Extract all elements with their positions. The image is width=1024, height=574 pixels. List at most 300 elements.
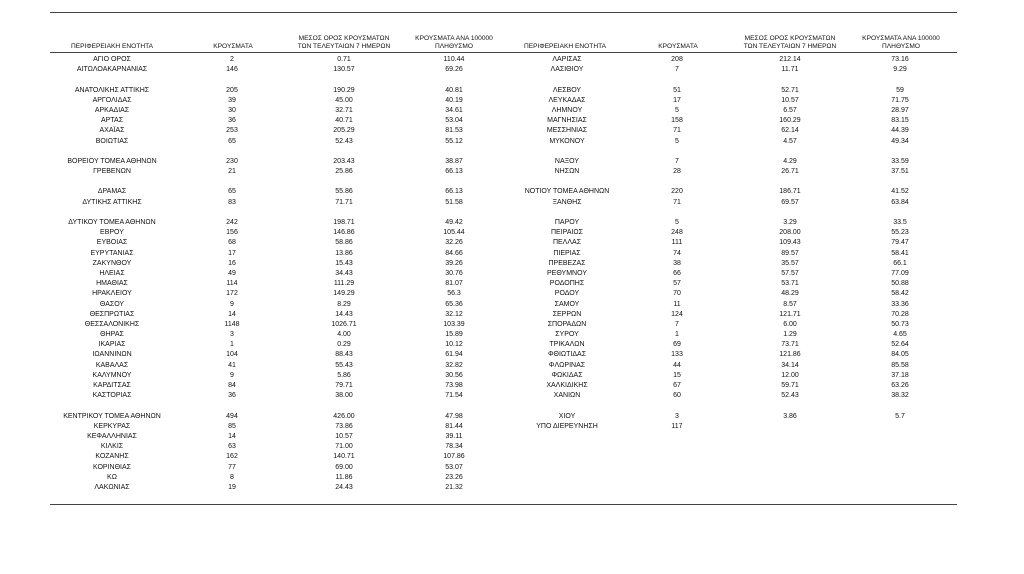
avg7-cell: 203.43 <box>333 157 355 165</box>
avg7-cell: 55.86 <box>335 188 353 196</box>
per100k-cell: 33.59 <box>891 157 909 165</box>
cases-cell: 162 <box>226 453 238 461</box>
region-cell: ΙΩΑΝΝΙΝΩΝ <box>92 351 132 359</box>
region-cell: ΘΑΣΟΥ <box>99 300 125 308</box>
cases-cell: 36 <box>228 117 236 125</box>
avg7-cell: 11.86 <box>335 473 353 481</box>
avg7-cell: 149.29 <box>333 290 355 298</box>
region-cell: ΦΩΚΙΔΑΣ <box>551 371 583 379</box>
per100k-cell: 58.41 <box>891 249 909 257</box>
avg7-cell: 73.71 <box>781 341 799 349</box>
avg7-cell: 45.00 <box>335 96 353 104</box>
avg7-cell: 212.14 <box>779 56 801 63</box>
region-cell: ΘΕΣΣΑΛΟΝΙΚΗΣ <box>84 320 140 328</box>
avg7-cell: 10.57 <box>781 96 799 104</box>
cases-cell: 5 <box>675 137 679 145</box>
region-cell: ΑΓΙΟ ΟΡΟΣ <box>93 56 131 63</box>
region-cell: ΛΕΥΚΑΔΑΣ <box>548 96 586 104</box>
table-row <box>0 371 1024 381</box>
region-cell: ΔΡΑΜΑΣ <box>97 188 127 196</box>
table-row <box>0 340 1024 350</box>
region-cell: ΙΚΑΡΙΑΣ <box>98 341 126 349</box>
region-cell: ΗΜΑΘΙΑΣ <box>96 280 128 288</box>
avg7-cell: 0.29 <box>337 341 351 349</box>
header-avg7-line2: ΤΩΝ ΤΕΛΕΥΤΑΙΩΝ 7 ΗΜΕΡΩΝ <box>743 43 837 50</box>
table-row <box>0 126 1024 136</box>
per100k-cell: 34.61 <box>445 106 463 114</box>
cases-cell: 220 <box>671 188 683 196</box>
avg7-cell: 40.71 <box>335 117 353 125</box>
table-row <box>0 55 1024 65</box>
cases-cell: 65 <box>228 137 236 145</box>
region-cell: ΑΡΤΑΣ <box>100 117 124 125</box>
cases-cell: 1148 <box>224 320 240 328</box>
avg7-cell: 208.00 <box>779 229 801 237</box>
cases-cell: 39 <box>228 96 236 104</box>
cases-cell: 19 <box>228 483 236 491</box>
cases-cell: 1 <box>230 341 234 349</box>
cases-cell: 8 <box>230 473 234 481</box>
region-cell: ΔΥΤΙΚΗΣ ΑΤΤΙΚΗΣ <box>82 198 142 206</box>
avg7-cell: 71.00 <box>335 443 353 451</box>
cases-cell: 9 <box>230 300 234 308</box>
table-row <box>0 452 512 462</box>
avg7-cell: 58.86 <box>335 239 353 247</box>
table-row <box>0 473 512 483</box>
avg7-cell: 12.00 <box>781 371 799 379</box>
per100k-cell: 55.12 <box>445 137 463 145</box>
table-row <box>0 198 1024 208</box>
cases-cell: 205 <box>226 86 238 94</box>
right-table <box>0 55 1024 432</box>
per100k-cell: 56.3 <box>447 290 461 298</box>
avg7-cell: 1.29 <box>783 331 797 339</box>
avg7-cell: 88.43 <box>335 351 353 359</box>
per100k-cell: 71.75 <box>891 96 909 104</box>
avg7-cell: 32.71 <box>335 106 353 114</box>
region-cell: ΦΛΩΡΙΝΑΣ <box>548 361 586 369</box>
table-row <box>0 238 1024 248</box>
avg7-cell: 198.71 <box>333 219 355 226</box>
avg7-cell: 69.57 <box>781 198 799 206</box>
region-cell: ΡΕΘΥΜΝΟΥ <box>546 269 587 277</box>
header-cases-left <box>200 43 266 52</box>
cases-cell: 14 <box>228 432 236 440</box>
per100k-cell: 41.52 <box>891 188 909 196</box>
cases-cell: 114 <box>226 280 238 288</box>
per100k-cell: 105.44 <box>443 229 465 237</box>
avg7-cell: 11.71 <box>781 66 799 74</box>
per100k-cell: 73.16 <box>891 56 909 63</box>
region-cell: ΧΑΛΚΙΔΙΚΗΣ <box>546 382 588 389</box>
avg7-cell: 111.29 <box>333 280 355 288</box>
region-cell: ΚΑΡΔΙΤΣΑΣ <box>93 382 131 389</box>
avg7-cell: 130.57 <box>333 66 355 74</box>
per100k-cell: 71.54 <box>445 392 463 400</box>
cases-cell: 65 <box>228 188 236 196</box>
avg7-cell: 73.86 <box>335 422 353 430</box>
region-cell: ΛΑΡΙΣΑΣ <box>552 56 582 63</box>
avg7-cell: 140.71 <box>333 453 355 461</box>
region-cell: ΑΝΑΤΟΛΙΚΗΣ ΑΤΤΙΚΗΣ <box>74 86 150 94</box>
avg7-cell: 160.29 <box>779 117 801 125</box>
avg7-cell: 25.86 <box>335 168 353 176</box>
region-cell: ΒΟΙΩΤΙΑΣ <box>95 137 129 145</box>
region-cell: ΛΑΚΩΝΙΑΣ <box>94 483 130 491</box>
cases-cell: 14 <box>228 310 236 318</box>
table-row <box>0 249 1024 259</box>
avg7-cell: 10.57 <box>335 432 353 440</box>
region-cell: ΚΑΒΑΛΑΣ <box>95 361 129 369</box>
table-row <box>0 86 1024 96</box>
table-row <box>0 463 512 473</box>
avg7-cell: 186.71 <box>779 188 801 196</box>
cases-cell: 111 <box>671 239 683 247</box>
bottom-rule <box>50 504 957 505</box>
table-row <box>0 137 1024 147</box>
table-row <box>0 259 1024 269</box>
cases-cell: 248 <box>671 229 683 237</box>
cases-cell: 51 <box>673 86 681 94</box>
per100k-cell: 49.42 <box>445 219 463 226</box>
region-cell: ΗΡΑΚΛΕΙΟΥ <box>92 290 132 298</box>
cases-cell: 124 <box>671 310 683 318</box>
cases-cell: 60 <box>673 392 681 400</box>
cases-cell: 117 <box>671 422 683 430</box>
cases-cell: 71 <box>673 127 681 135</box>
per100k-cell: 107.86 <box>443 453 465 461</box>
cases-cell: 68 <box>228 239 236 247</box>
region-cell: ΣΑΜΟΥ <box>554 300 580 308</box>
avg7-cell: 38.00 <box>335 392 353 400</box>
region-cell: ΧΑΝΙΩΝ <box>553 392 581 400</box>
avg7-cell: 26.71 <box>781 168 799 176</box>
region-cell: ΚΩ <box>107 473 117 481</box>
per100k-cell: 44.39 <box>891 127 909 135</box>
per100k-cell: 51.58 <box>445 198 463 206</box>
table-row <box>0 289 1024 299</box>
per100k-cell: 40.19 <box>445 96 463 104</box>
avg7-cell: 89.57 <box>781 249 799 257</box>
cases-cell: 69 <box>673 341 681 349</box>
avg7-cell: 3.29 <box>783 219 797 226</box>
per100k-cell: 70.28 <box>891 310 909 318</box>
region-cell: ΠΡΕΒΕΖΑΣ <box>548 259 586 267</box>
cases-cell: 41 <box>228 361 236 369</box>
per100k-cell: 50.73 <box>891 320 909 328</box>
cases-cell: 5 <box>675 219 679 226</box>
cases-cell: 17 <box>673 96 681 104</box>
region-cell: ΑΧΑΪΑΣ <box>99 127 125 135</box>
per100k-cell: 38.32 <box>891 392 909 400</box>
region-cell: ΚΕΝΤΡΙΚΟΥ ΤΟΜΕΑ ΑΘΗΝΩΝ <box>63 412 161 420</box>
header-per100k-line1: ΚΡΟΥΣΜΑΤΑ ΑΝΑ 100000 <box>862 34 940 42</box>
header-cases-text: ΚΡΟΥΣΜΑΤΑ <box>658 43 698 50</box>
avg7-cell: 62.14 <box>781 127 799 135</box>
region-cell: ΚΕΦΑΛΛΗΝΙΑΣ <box>87 432 137 440</box>
region-cell: ΒΟΡΕΙΟΥ ΤΟΜΕΑ ΑΘΗΝΩΝ <box>67 157 157 165</box>
cases-cell: 172 <box>226 290 238 298</box>
avg7-cell: 13.86 <box>335 249 353 257</box>
per100k-cell: 28.97 <box>891 106 909 114</box>
avg7-cell: 8.57 <box>783 300 797 308</box>
cases-cell: 67 <box>673 382 681 389</box>
per100k-cell: 81.44 <box>445 422 463 430</box>
cases-cell: 494 <box>226 412 238 420</box>
cases-cell: 15 <box>673 371 681 379</box>
region-cell: ΚΟΖΑΝΗΣ <box>95 453 129 461</box>
cases-cell: 30 <box>228 106 236 114</box>
table-row <box>0 350 1024 360</box>
cases-cell: 70 <box>673 290 681 298</box>
cases-cell: 84 <box>228 382 236 389</box>
avg7-cell: 52.71 <box>781 86 799 94</box>
region-cell: ΝΑΞΟΥ <box>554 157 580 165</box>
cases-cell: 11 <box>673 300 681 308</box>
cases-cell: 3 <box>230 331 234 339</box>
header-per100k-left <box>404 35 504 52</box>
region-cell: ΑΙΤΩΛΟΑΚΑΡΝΑΝΙΑΣ <box>76 66 148 74</box>
table-row <box>0 65 1024 75</box>
cases-cell: 63 <box>228 443 236 451</box>
header-per100k-right <box>851 35 951 52</box>
region-cell: ΠΙΕΡΙΑΣ <box>553 249 581 257</box>
region-cell: ΛΗΜΝΟΥ <box>551 106 583 114</box>
avg7-cell: 4.29 <box>783 157 797 165</box>
per100k-cell: 84.05 <box>891 351 909 359</box>
per100k-cell: 79.47 <box>891 239 909 247</box>
table-row <box>0 422 1024 432</box>
cases-cell: 208 <box>671 56 683 63</box>
cases-cell: 133 <box>671 351 683 359</box>
cases-cell: 49 <box>228 269 236 277</box>
region-cell: ΚΑΛΥΜΝΟΥ <box>92 371 132 379</box>
region-cell: ΑΡΚΑΔΙΑΣ <box>94 106 130 114</box>
table-row <box>0 157 1024 167</box>
top-rule <box>50 12 957 13</box>
header-cases-text: ΚΡΟΥΣΜΑΤΑ <box>213 43 253 50</box>
region-cell: ΧΙΟΥ <box>558 412 576 420</box>
region-cell: ΚΑΣΤΟΡΙΑΣ <box>92 392 132 400</box>
avg7-cell: 34.43 <box>335 269 353 277</box>
cases-cell: 156 <box>226 229 238 237</box>
avg7-cell: 109.43 <box>779 239 801 247</box>
region-cell: ΜΥΚΟΝΟΥ <box>549 137 585 145</box>
cases-cell: 85 <box>228 422 236 430</box>
per100k-cell: 9.29 <box>893 66 907 74</box>
table-row <box>0 442 512 452</box>
cases-cell: 21 <box>228 168 236 176</box>
avg7-cell: 121.71 <box>779 310 801 318</box>
avg7-cell: 6.57 <box>783 106 797 114</box>
table-row <box>0 330 1024 340</box>
per100k-cell: 63.84 <box>891 198 909 206</box>
per100k-cell: 37.51 <box>891 168 909 176</box>
table-row <box>0 177 1024 187</box>
per100k-cell: 66.13 <box>445 168 463 176</box>
per100k-cell: 33.36 <box>891 300 909 308</box>
per100k-cell: 47.98 <box>445 412 463 420</box>
region-cell: ΘΗΡΑΣ <box>100 331 124 339</box>
avg7-cell: 48.29 <box>781 290 799 298</box>
per100k-cell: 65.36 <box>445 300 463 308</box>
per100k-cell: 40.81 <box>445 86 463 94</box>
per100k-cell: 69.26 <box>445 66 463 74</box>
cases-cell: 17 <box>228 249 236 257</box>
cases-cell: 57 <box>673 280 681 288</box>
per100k-cell: 30.76 <box>445 269 463 277</box>
cases-cell: 5 <box>675 106 679 114</box>
per100k-cell: 39.26 <box>445 259 463 267</box>
avg7-cell: 146.86 <box>333 229 355 237</box>
avg7-cell: 52.43 <box>781 392 799 400</box>
per100k-cell: 55.23 <box>891 229 909 237</box>
region-cell: ΝΗΣΩΝ <box>554 168 580 176</box>
per100k-cell: 33.5 <box>893 219 907 226</box>
per100k-cell: 53.07 <box>445 463 463 471</box>
cases-cell: 28 <box>673 168 681 176</box>
per100k-cell: 110.44 <box>443 56 465 63</box>
header-region-text: ΠΕΡΙΦΕΡΕΙΑΚΗ ΕΝΟΤΗΤΑ <box>70 43 154 50</box>
per100k-cell: 49.34 <box>891 137 909 145</box>
per100k-cell: 52.64 <box>891 341 909 349</box>
per100k-cell: 66.13 <box>445 188 463 196</box>
header-avg7-right <box>736 35 844 52</box>
region-cell: ΗΛΕΙΑΣ <box>99 269 125 277</box>
per100k-cell: 37.18 <box>891 371 909 379</box>
table-row <box>0 381 1024 391</box>
region-cell: ΣΥΡΟΥ <box>555 331 579 339</box>
table-row <box>0 391 1024 401</box>
per100k-cell: 10.12 <box>445 341 463 349</box>
table-row <box>0 320 1024 330</box>
avg7-cell: 0.71 <box>337 56 351 63</box>
table-row <box>0 106 1024 116</box>
region-cell: ΘΕΣΠΡΩΤΙΑΣ <box>89 310 135 318</box>
region-cell: ΚΙΛΚΙΣ <box>100 443 124 451</box>
per100k-cell: 84.66 <box>445 249 463 257</box>
cases-cell: 7 <box>675 66 679 74</box>
table-row <box>0 208 1024 218</box>
header-per100k-line2: ΠΛΗΘΥΣΜΟ <box>882 43 920 50</box>
cases-cell: 7 <box>675 157 679 165</box>
per100k-cell: 4.65 <box>893 331 907 339</box>
avg7-cell: 3.86 <box>783 412 797 420</box>
cases-cell: 16 <box>228 259 236 267</box>
per100k-cell: 50.88 <box>891 280 909 288</box>
per100k-cell: 61.94 <box>445 351 463 359</box>
table-row <box>0 412 1024 422</box>
table-row <box>0 147 1024 157</box>
cases-cell: 104 <box>226 351 238 359</box>
per100k-cell: 15.89 <box>445 331 463 339</box>
cases-cell: 66 <box>673 269 681 277</box>
cases-cell: 38 <box>673 259 681 267</box>
avg7-cell: 15.43 <box>335 259 353 267</box>
avg7-cell: 426.00 <box>333 412 355 420</box>
region-cell: ΣΠΟΡΑΔΩΝ <box>547 320 587 328</box>
per100k-cell: 5.7 <box>895 412 905 420</box>
header-avg7-line1: ΜΕΣΟΣ ΟΡΟΣ ΚΡΟΥΣΜΑΤΩΝ <box>744 34 836 42</box>
cases-cell: 77 <box>228 463 236 471</box>
per100k-cell: 78.34 <box>445 443 463 451</box>
cases-cell: 1 <box>675 331 679 339</box>
avg7-cell: 71.71 <box>335 198 353 206</box>
cases-cell: 83 <box>228 198 236 206</box>
cases-cell: 242 <box>226 219 238 226</box>
region-cell: ΛΕΣΒΟΥ <box>552 86 582 94</box>
avg7-cell: 35.57 <box>781 259 799 267</box>
header-avg7-line2: ΤΩΝ ΤΕΛΕΥΤΑΙΩΝ 7 ΗΜΕΡΩΝ <box>297 43 391 50</box>
avg7-cell: 8.29 <box>337 300 351 308</box>
per100k-cell: 66.1 <box>893 259 907 267</box>
region-cell: ΛΑΣΙΘΙΟΥ <box>550 66 584 74</box>
table-row <box>0 279 1024 289</box>
avg7-cell: 34.14 <box>781 361 799 369</box>
header-rule <box>50 52 957 53</box>
header-cases-right <box>645 43 711 52</box>
cases-cell: 36 <box>228 392 236 400</box>
cases-cell: 71 <box>673 198 681 206</box>
region-cell: ΖΑΚΥΝΘΟΥ <box>92 259 132 267</box>
cases-cell: 7 <box>675 320 679 328</box>
per100k-cell: 39.11 <box>445 432 463 440</box>
cases-cell: 2 <box>230 56 234 63</box>
per100k-cell: 83.15 <box>891 117 909 125</box>
cases-cell: 230 <box>226 157 238 165</box>
avg7-cell: 57.57 <box>781 269 799 277</box>
header-avg7-left <box>290 35 398 52</box>
table-row <box>0 401 1024 411</box>
table-row <box>0 167 1024 177</box>
table-row <box>0 96 1024 106</box>
cases-cell: 253 <box>226 127 238 135</box>
region-cell: ΣΕΡΡΩΝ <box>552 310 582 318</box>
region-cell: ΕΥΡΥΤΑΝΙΑΣ <box>90 249 134 257</box>
per100k-cell: 73.98 <box>445 382 463 389</box>
per100k-cell: 85.58 <box>891 361 909 369</box>
avg7-cell: 53.71 <box>781 280 799 288</box>
per100k-cell: 81.53 <box>445 127 463 135</box>
avg7-cell: 190.29 <box>333 86 355 94</box>
region-cell: ΠΑΡΟΥ <box>554 219 580 226</box>
avg7-cell: 205.29 <box>333 127 355 135</box>
avg7-cell: 52.43 <box>335 137 353 145</box>
table-row <box>0 75 1024 85</box>
avg7-cell: 24.43 <box>335 483 353 491</box>
region-cell: ΚΟΡΙΝΘΙΑΣ <box>93 463 131 471</box>
region-cell: ΓΡΕΒΕΝΩΝ <box>93 168 131 176</box>
table-row <box>0 361 1024 371</box>
table-row <box>0 269 1024 279</box>
cases-cell: 3 <box>675 412 679 420</box>
region-cell: ΡΟΔΟΥ <box>554 290 580 298</box>
region-cell: ΡΟΔΟΠΗΣ <box>549 280 585 288</box>
region-cell: ΝΟΤΙΟΥ ΤΟΜΕΑ ΑΘΗΝΩΝ <box>524 188 610 196</box>
table-row <box>0 310 1024 320</box>
table-row <box>0 218 1024 228</box>
cases-cell: 9 <box>230 371 234 379</box>
table-row <box>0 300 1024 310</box>
per100k-cell: 32.12 <box>445 310 463 318</box>
per100k-cell: 77.09 <box>891 269 909 277</box>
region-cell: ΚΕΡΚΥΡΑΣ <box>93 422 131 430</box>
region-cell: ΜΑΓΝΗΣΙΑΣ <box>547 117 587 125</box>
region-cell: ΞΑΝΘΗΣ <box>552 198 582 206</box>
avg7-cell: 4.57 <box>783 137 797 145</box>
avg7-cell: 5.86 <box>337 371 351 379</box>
per100k-cell: 58.42 <box>891 290 909 298</box>
